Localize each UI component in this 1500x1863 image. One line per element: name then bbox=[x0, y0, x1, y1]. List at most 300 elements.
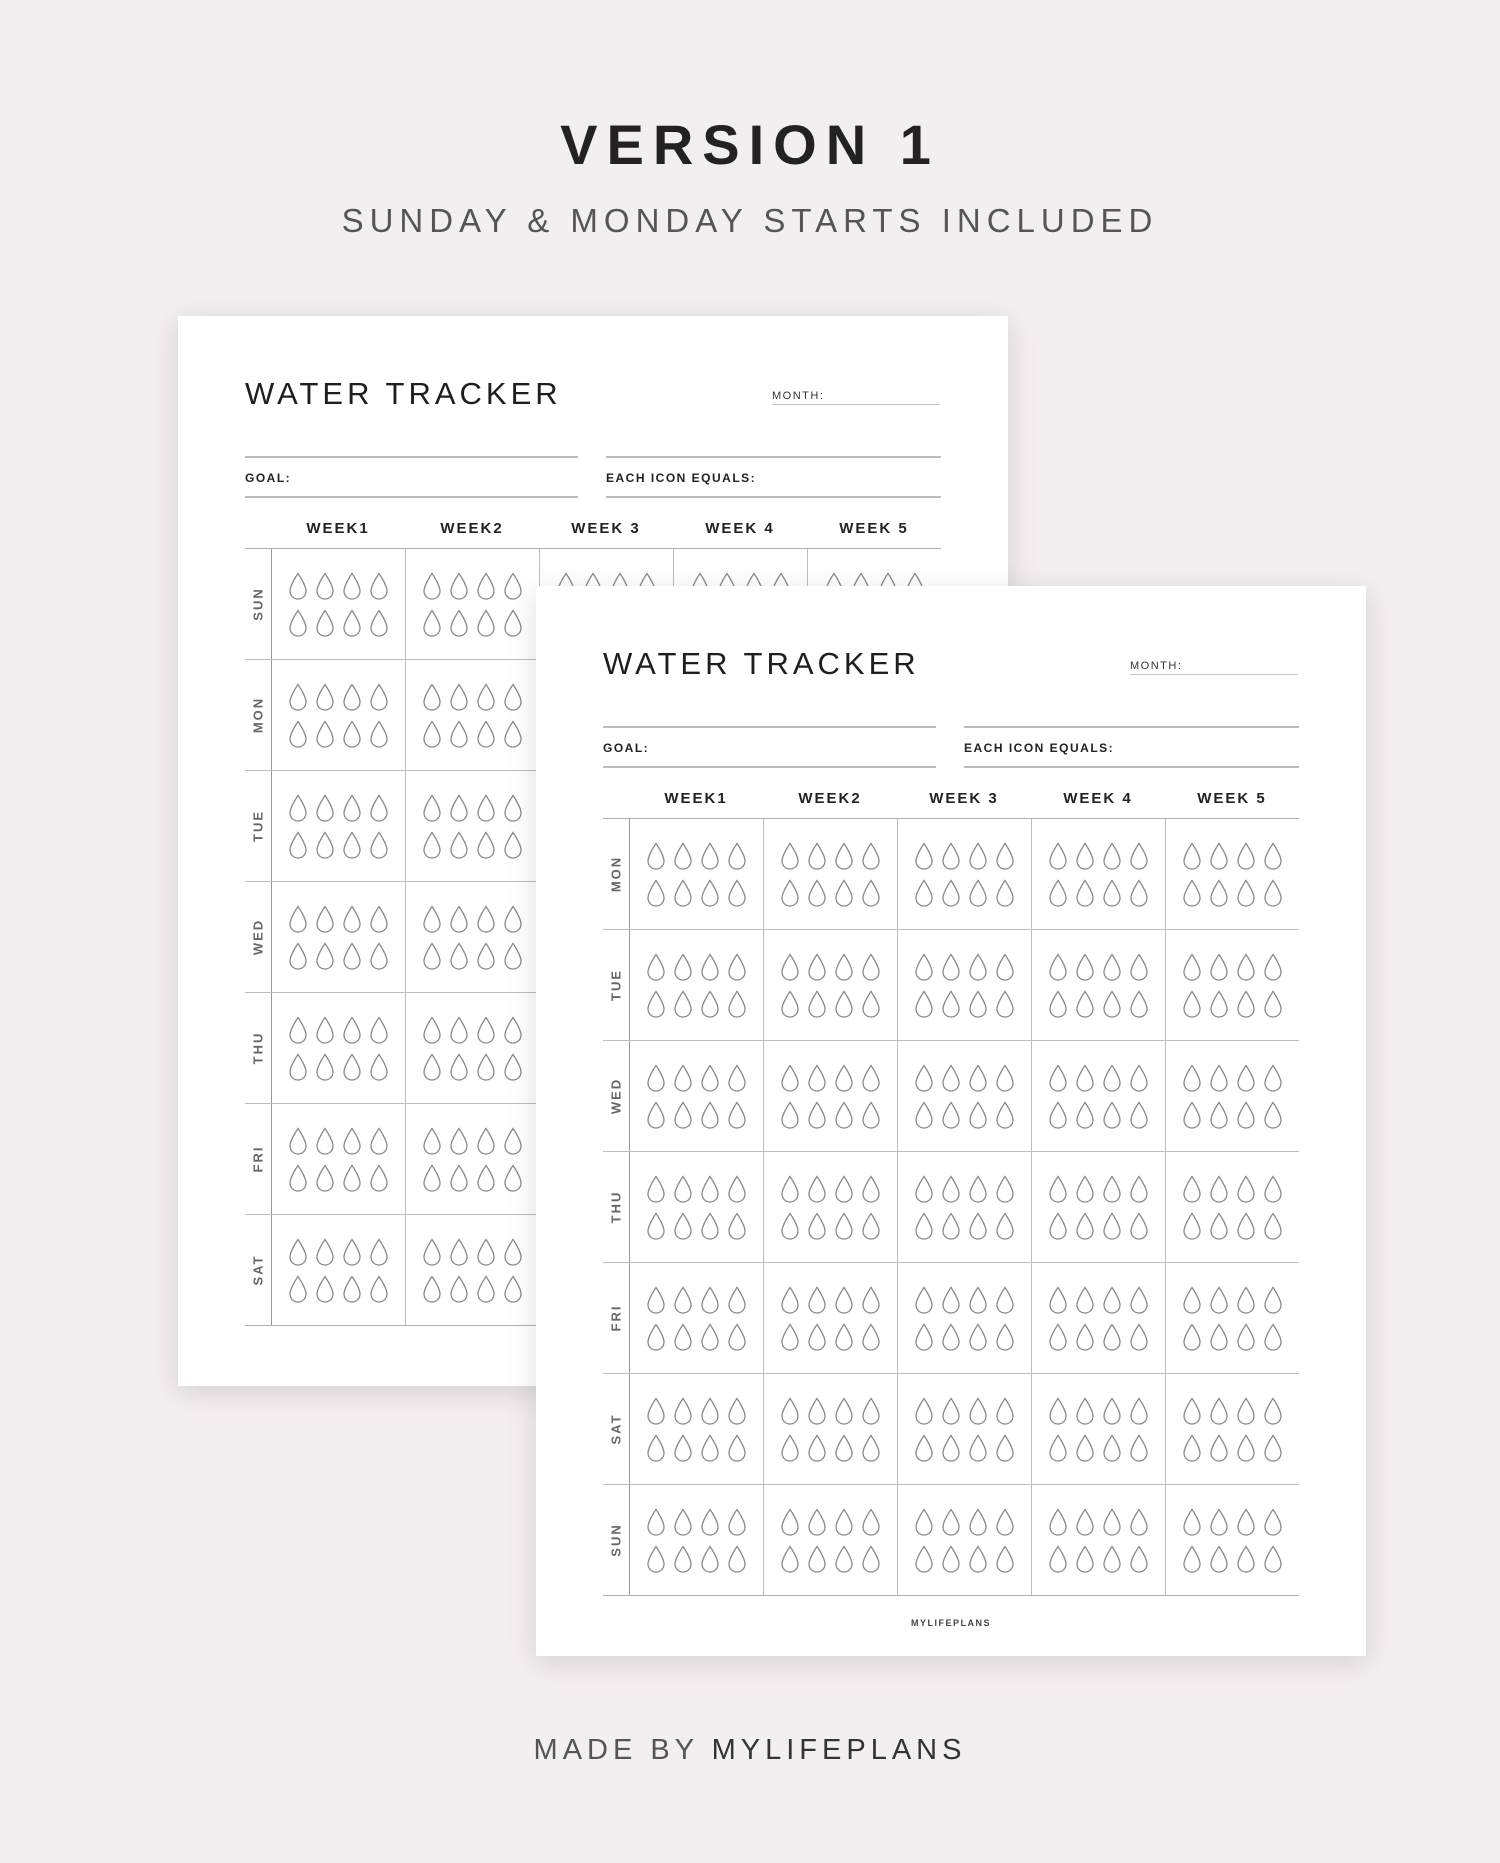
water-drop-icon[interactable] bbox=[315, 1238, 335, 1266]
water-drop-icon[interactable] bbox=[700, 879, 720, 907]
water-drop-icon[interactable] bbox=[1182, 1175, 1202, 1203]
water-drop-icon[interactable] bbox=[1209, 1101, 1229, 1129]
water-drop-icon[interactable] bbox=[673, 1397, 693, 1425]
water-drop-icon[interactable] bbox=[941, 1064, 961, 1092]
water-drop-icon[interactable] bbox=[449, 1275, 469, 1303]
water-drop-icon[interactable] bbox=[1102, 1323, 1122, 1351]
water-drop-icon[interactable] bbox=[646, 953, 666, 981]
water-drop-icon[interactable] bbox=[646, 1064, 666, 1092]
water-drop-icon[interactable] bbox=[700, 1545, 720, 1573]
water-drop-icon[interactable] bbox=[700, 1101, 720, 1129]
water-drop-icon[interactable] bbox=[1102, 990, 1122, 1018]
water-drop-icon[interactable] bbox=[1263, 1175, 1283, 1203]
water-drop-icon[interactable] bbox=[1182, 1101, 1202, 1129]
water-drop-icon[interactable] bbox=[780, 1212, 800, 1240]
water-drop-icon[interactable] bbox=[422, 1127, 442, 1155]
water-drop-icon[interactable] bbox=[369, 572, 389, 600]
water-drop-icon[interactable] bbox=[288, 720, 308, 748]
water-drop-icon[interactable] bbox=[422, 1016, 442, 1044]
water-drop-icon[interactable] bbox=[834, 1064, 854, 1092]
water-drop-icon[interactable] bbox=[861, 1286, 881, 1314]
water-drop-icon[interactable] bbox=[1129, 990, 1149, 1018]
water-drop-icon[interactable] bbox=[834, 1545, 854, 1573]
water-drop-icon[interactable] bbox=[503, 794, 523, 822]
water-drop-icon[interactable] bbox=[1182, 1323, 1202, 1351]
water-drop-icon[interactable] bbox=[995, 879, 1015, 907]
water-drop-icon[interactable] bbox=[1129, 953, 1149, 981]
water-drop-icon[interactable] bbox=[673, 879, 693, 907]
water-drop-icon[interactable] bbox=[673, 1508, 693, 1536]
water-drop-icon[interactable] bbox=[476, 831, 496, 859]
water-drop-icon[interactable] bbox=[807, 1323, 827, 1351]
water-drop-icon[interactable] bbox=[861, 1323, 881, 1351]
water-drop-icon[interactable] bbox=[1129, 879, 1149, 907]
water-drop-icon[interactable] bbox=[941, 1212, 961, 1240]
water-drop-icon[interactable] bbox=[673, 1101, 693, 1129]
water-drop-icon[interactable] bbox=[1209, 1397, 1229, 1425]
water-drop-icon[interactable] bbox=[646, 1434, 666, 1462]
water-drop-icon[interactable] bbox=[834, 879, 854, 907]
water-drop-icon[interactable] bbox=[449, 942, 469, 970]
water-drop-icon[interactable] bbox=[1263, 1545, 1283, 1573]
water-drop-icon[interactable] bbox=[861, 1064, 881, 1092]
water-drop-icon[interactable] bbox=[861, 842, 881, 870]
water-drop-icon[interactable] bbox=[780, 1064, 800, 1092]
water-drop-icon[interactable] bbox=[369, 609, 389, 637]
water-drop-icon[interactable] bbox=[673, 953, 693, 981]
water-drop-icon[interactable] bbox=[1263, 953, 1283, 981]
water-drop-icon[interactable] bbox=[342, 1053, 362, 1081]
water-drop-icon[interactable] bbox=[1236, 990, 1256, 1018]
water-drop-icon[interactable] bbox=[941, 1545, 961, 1573]
water-drop-icon[interactable] bbox=[1236, 1323, 1256, 1351]
water-drop-icon[interactable] bbox=[727, 879, 747, 907]
water-drop-icon[interactable] bbox=[1182, 990, 1202, 1018]
water-drop-icon[interactable] bbox=[1102, 1286, 1122, 1314]
water-drop-icon[interactable] bbox=[1263, 1434, 1283, 1462]
water-drop-icon[interactable] bbox=[315, 572, 335, 600]
water-drop-icon[interactable] bbox=[807, 1212, 827, 1240]
water-drop-icon[interactable] bbox=[968, 1064, 988, 1092]
water-drop-icon[interactable] bbox=[727, 1212, 747, 1240]
water-drop-icon[interactable] bbox=[1129, 1064, 1149, 1092]
water-drop-icon[interactable] bbox=[914, 1212, 934, 1240]
water-drop-icon[interactable] bbox=[476, 683, 496, 711]
water-drop-icon[interactable] bbox=[807, 879, 827, 907]
each-icon-equals-field[interactable] bbox=[964, 766, 1299, 768]
water-drop-icon[interactable] bbox=[941, 1508, 961, 1536]
water-drop-icon[interactable] bbox=[727, 842, 747, 870]
water-drop-icon[interactable] bbox=[807, 1175, 827, 1203]
water-drop-icon[interactable] bbox=[646, 1175, 666, 1203]
water-drop-icon[interactable] bbox=[1075, 842, 1095, 870]
water-drop-icon[interactable] bbox=[780, 1434, 800, 1462]
water-drop-icon[interactable] bbox=[449, 794, 469, 822]
water-drop-icon[interactable] bbox=[861, 1175, 881, 1203]
water-drop-icon[interactable] bbox=[503, 831, 523, 859]
water-drop-icon[interactable] bbox=[342, 1275, 362, 1303]
water-drop-icon[interactable] bbox=[968, 879, 988, 907]
water-drop-icon[interactable] bbox=[1048, 879, 1068, 907]
water-drop-icon[interactable] bbox=[476, 1016, 496, 1044]
water-drop-icon[interactable] bbox=[914, 990, 934, 1018]
water-drop-icon[interactable] bbox=[342, 1127, 362, 1155]
water-drop-icon[interactable] bbox=[1236, 1434, 1256, 1462]
water-drop-icon[interactable] bbox=[422, 572, 442, 600]
water-drop-icon[interactable] bbox=[995, 1175, 1015, 1203]
water-drop-icon[interactable] bbox=[315, 831, 335, 859]
water-drop-icon[interactable] bbox=[1263, 1323, 1283, 1351]
water-drop-icon[interactable] bbox=[1129, 1101, 1149, 1129]
water-drop-icon[interactable] bbox=[449, 720, 469, 748]
water-drop-icon[interactable] bbox=[1236, 879, 1256, 907]
water-drop-icon[interactable] bbox=[1075, 1397, 1095, 1425]
water-drop-icon[interactable] bbox=[422, 1053, 442, 1081]
water-drop-icon[interactable] bbox=[995, 1434, 1015, 1462]
water-drop-icon[interactable] bbox=[503, 942, 523, 970]
water-drop-icon[interactable] bbox=[968, 990, 988, 1018]
water-drop-icon[interactable] bbox=[1102, 1397, 1122, 1425]
water-drop-icon[interactable] bbox=[476, 794, 496, 822]
water-drop-icon[interactable] bbox=[646, 1397, 666, 1425]
water-drop-icon[interactable] bbox=[700, 1397, 720, 1425]
water-drop-icon[interactable] bbox=[449, 1238, 469, 1266]
water-drop-icon[interactable] bbox=[503, 609, 523, 637]
water-drop-icon[interactable] bbox=[315, 905, 335, 933]
water-drop-icon[interactable] bbox=[1102, 953, 1122, 981]
water-drop-icon[interactable] bbox=[646, 1323, 666, 1351]
water-drop-icon[interactable] bbox=[780, 1545, 800, 1573]
water-drop-icon[interactable] bbox=[476, 609, 496, 637]
water-drop-icon[interactable] bbox=[1263, 990, 1283, 1018]
water-drop-icon[interactable] bbox=[1263, 842, 1283, 870]
water-drop-icon[interactable] bbox=[861, 990, 881, 1018]
water-drop-icon[interactable] bbox=[315, 609, 335, 637]
water-drop-icon[interactable] bbox=[1075, 1434, 1095, 1462]
water-drop-icon[interactable] bbox=[342, 794, 362, 822]
water-drop-icon[interactable] bbox=[1048, 1286, 1068, 1314]
water-drop-icon[interactable] bbox=[1075, 953, 1095, 981]
water-drop-icon[interactable] bbox=[315, 683, 335, 711]
water-drop-icon[interactable] bbox=[1182, 953, 1202, 981]
water-drop-icon[interactable] bbox=[1048, 1434, 1068, 1462]
water-drop-icon[interactable] bbox=[834, 1323, 854, 1351]
water-drop-icon[interactable] bbox=[288, 683, 308, 711]
water-drop-icon[interactable] bbox=[834, 1212, 854, 1240]
water-drop-icon[interactable] bbox=[422, 942, 442, 970]
water-drop-icon[interactable] bbox=[1129, 1175, 1149, 1203]
water-drop-icon[interactable] bbox=[1102, 1508, 1122, 1536]
water-drop-icon[interactable] bbox=[369, 831, 389, 859]
water-drop-icon[interactable] bbox=[941, 953, 961, 981]
water-drop-icon[interactable] bbox=[673, 1064, 693, 1092]
water-drop-icon[interactable] bbox=[700, 1434, 720, 1462]
water-drop-icon[interactable] bbox=[995, 1508, 1015, 1536]
water-drop-icon[interactable] bbox=[1102, 1212, 1122, 1240]
water-drop-icon[interactable] bbox=[342, 609, 362, 637]
water-drop-icon[interactable] bbox=[727, 1286, 747, 1314]
water-drop-icon[interactable] bbox=[914, 1064, 934, 1092]
water-drop-icon[interactable] bbox=[503, 683, 523, 711]
water-drop-icon[interactable] bbox=[968, 1175, 988, 1203]
water-drop-icon[interactable] bbox=[727, 1508, 747, 1536]
water-drop-icon[interactable] bbox=[1048, 1397, 1068, 1425]
water-drop-icon[interactable] bbox=[369, 1016, 389, 1044]
water-drop-icon[interactable] bbox=[288, 572, 308, 600]
water-drop-icon[interactable] bbox=[449, 1164, 469, 1192]
water-drop-icon[interactable] bbox=[503, 1275, 523, 1303]
water-drop-icon[interactable] bbox=[780, 1175, 800, 1203]
water-drop-icon[interactable] bbox=[700, 1323, 720, 1351]
water-drop-icon[interactable] bbox=[1102, 1064, 1122, 1092]
water-drop-icon[interactable] bbox=[342, 720, 362, 748]
water-drop-icon[interactable] bbox=[369, 905, 389, 933]
water-drop-icon[interactable] bbox=[861, 1397, 881, 1425]
water-drop-icon[interactable] bbox=[995, 842, 1015, 870]
water-drop-icon[interactable] bbox=[503, 1053, 523, 1081]
water-drop-icon[interactable] bbox=[673, 1175, 693, 1203]
water-drop-icon[interactable] bbox=[315, 794, 335, 822]
water-drop-icon[interactable] bbox=[914, 953, 934, 981]
water-drop-icon[interactable] bbox=[834, 1434, 854, 1462]
water-drop-icon[interactable] bbox=[1075, 1101, 1095, 1129]
water-drop-icon[interactable] bbox=[968, 842, 988, 870]
water-drop-icon[interactable] bbox=[727, 1397, 747, 1425]
water-drop-icon[interactable] bbox=[673, 1212, 693, 1240]
water-drop-icon[interactable] bbox=[503, 720, 523, 748]
water-drop-icon[interactable] bbox=[476, 1164, 496, 1192]
water-drop-icon[interactable] bbox=[834, 990, 854, 1018]
water-drop-icon[interactable] bbox=[995, 1545, 1015, 1573]
water-drop-icon[interactable] bbox=[1182, 842, 1202, 870]
water-drop-icon[interactable] bbox=[646, 1508, 666, 1536]
water-drop-icon[interactable] bbox=[315, 942, 335, 970]
water-drop-icon[interactable] bbox=[995, 1064, 1015, 1092]
water-drop-icon[interactable] bbox=[476, 1127, 496, 1155]
water-drop-icon[interactable] bbox=[422, 683, 442, 711]
water-drop-icon[interactable] bbox=[288, 831, 308, 859]
water-drop-icon[interactable] bbox=[861, 1545, 881, 1573]
water-drop-icon[interactable] bbox=[315, 1127, 335, 1155]
water-drop-icon[interactable] bbox=[1048, 990, 1068, 1018]
water-drop-icon[interactable] bbox=[700, 953, 720, 981]
water-drop-icon[interactable] bbox=[968, 1101, 988, 1129]
water-drop-icon[interactable] bbox=[1129, 1397, 1149, 1425]
water-drop-icon[interactable] bbox=[315, 720, 335, 748]
water-drop-icon[interactable] bbox=[1102, 1101, 1122, 1129]
water-drop-icon[interactable] bbox=[1075, 1545, 1095, 1573]
water-drop-icon[interactable] bbox=[1075, 1212, 1095, 1240]
water-drop-icon[interactable] bbox=[807, 953, 827, 981]
water-drop-icon[interactable] bbox=[1236, 1397, 1256, 1425]
water-drop-icon[interactable] bbox=[646, 1545, 666, 1573]
water-drop-icon[interactable] bbox=[1048, 1323, 1068, 1351]
water-drop-icon[interactable] bbox=[700, 1508, 720, 1536]
water-drop-icon[interactable] bbox=[727, 1175, 747, 1203]
water-drop-icon[interactable] bbox=[673, 1286, 693, 1314]
water-drop-icon[interactable] bbox=[1182, 1508, 1202, 1536]
water-drop-icon[interactable] bbox=[914, 1101, 934, 1129]
water-drop-icon[interactable] bbox=[807, 1508, 827, 1536]
water-drop-icon[interactable] bbox=[1209, 1323, 1229, 1351]
water-drop-icon[interactable] bbox=[727, 1434, 747, 1462]
water-drop-icon[interactable] bbox=[449, 572, 469, 600]
water-drop-icon[interactable] bbox=[861, 1212, 881, 1240]
water-drop-icon[interactable] bbox=[1263, 1212, 1283, 1240]
water-drop-icon[interactable] bbox=[968, 1434, 988, 1462]
water-drop-icon[interactable] bbox=[673, 1434, 693, 1462]
water-drop-icon[interactable] bbox=[646, 1101, 666, 1129]
water-drop-icon[interactable] bbox=[369, 794, 389, 822]
water-drop-icon[interactable] bbox=[1129, 1434, 1149, 1462]
water-drop-icon[interactable] bbox=[1048, 1508, 1068, 1536]
water-drop-icon[interactable] bbox=[1209, 953, 1229, 981]
water-drop-icon[interactable] bbox=[941, 1434, 961, 1462]
water-drop-icon[interactable] bbox=[780, 1397, 800, 1425]
water-drop-icon[interactable] bbox=[449, 1016, 469, 1044]
water-drop-icon[interactable] bbox=[914, 1175, 934, 1203]
water-drop-icon[interactable] bbox=[941, 1397, 961, 1425]
water-drop-icon[interactable] bbox=[1209, 1212, 1229, 1240]
water-drop-icon[interactable] bbox=[834, 953, 854, 981]
water-drop-icon[interactable] bbox=[914, 1434, 934, 1462]
water-drop-icon[interactable] bbox=[1263, 1508, 1283, 1536]
water-drop-icon[interactable] bbox=[369, 942, 389, 970]
water-drop-icon[interactable] bbox=[727, 990, 747, 1018]
water-drop-icon[interactable] bbox=[914, 1508, 934, 1536]
water-drop-icon[interactable] bbox=[342, 572, 362, 600]
water-drop-icon[interactable] bbox=[503, 1238, 523, 1266]
water-drop-icon[interactable] bbox=[968, 1212, 988, 1240]
water-drop-icon[interactable] bbox=[941, 842, 961, 870]
water-drop-icon[interactable] bbox=[1048, 1175, 1068, 1203]
water-drop-icon[interactable] bbox=[369, 683, 389, 711]
water-drop-icon[interactable] bbox=[369, 1275, 389, 1303]
water-drop-icon[interactable] bbox=[968, 1508, 988, 1536]
water-drop-icon[interactable] bbox=[288, 1238, 308, 1266]
water-drop-icon[interactable] bbox=[807, 1434, 827, 1462]
water-drop-icon[interactable] bbox=[941, 879, 961, 907]
water-drop-icon[interactable] bbox=[1048, 842, 1068, 870]
water-drop-icon[interactable] bbox=[449, 831, 469, 859]
water-drop-icon[interactable] bbox=[834, 1175, 854, 1203]
water-drop-icon[interactable] bbox=[422, 905, 442, 933]
water-drop-icon[interactable] bbox=[780, 1508, 800, 1536]
water-drop-icon[interactable] bbox=[503, 1127, 523, 1155]
water-drop-icon[interactable] bbox=[315, 1053, 335, 1081]
water-drop-icon[interactable] bbox=[780, 953, 800, 981]
water-drop-icon[interactable] bbox=[727, 1064, 747, 1092]
water-drop-icon[interactable] bbox=[1102, 1545, 1122, 1573]
water-drop-icon[interactable] bbox=[1182, 1064, 1202, 1092]
water-drop-icon[interactable] bbox=[780, 879, 800, 907]
water-drop-icon[interactable] bbox=[700, 1286, 720, 1314]
water-drop-icon[interactable] bbox=[780, 1323, 800, 1351]
water-drop-icon[interactable] bbox=[1182, 879, 1202, 907]
water-drop-icon[interactable] bbox=[941, 1323, 961, 1351]
water-drop-icon[interactable] bbox=[369, 720, 389, 748]
water-drop-icon[interactable] bbox=[449, 1127, 469, 1155]
water-drop-icon[interactable] bbox=[288, 1016, 308, 1044]
water-drop-icon[interactable] bbox=[449, 683, 469, 711]
water-drop-icon[interactable] bbox=[1182, 1397, 1202, 1425]
water-drop-icon[interactable] bbox=[968, 1397, 988, 1425]
water-drop-icon[interactable] bbox=[700, 1064, 720, 1092]
water-drop-icon[interactable] bbox=[673, 1545, 693, 1573]
water-drop-icon[interactable] bbox=[449, 905, 469, 933]
water-drop-icon[interactable] bbox=[476, 942, 496, 970]
water-drop-icon[interactable] bbox=[861, 953, 881, 981]
water-drop-icon[interactable] bbox=[342, 683, 362, 711]
water-drop-icon[interactable] bbox=[1129, 1212, 1149, 1240]
water-drop-icon[interactable] bbox=[1263, 1101, 1283, 1129]
water-drop-icon[interactable] bbox=[1129, 842, 1149, 870]
water-drop-icon[interactable] bbox=[342, 1238, 362, 1266]
water-drop-icon[interactable] bbox=[700, 1175, 720, 1203]
water-drop-icon[interactable] bbox=[914, 879, 934, 907]
water-drop-icon[interactable] bbox=[1048, 1064, 1068, 1092]
water-drop-icon[interactable] bbox=[941, 1175, 961, 1203]
water-drop-icon[interactable] bbox=[1263, 879, 1283, 907]
water-drop-icon[interactable] bbox=[342, 905, 362, 933]
water-drop-icon[interactable] bbox=[476, 1053, 496, 1081]
water-drop-icon[interactable] bbox=[807, 1101, 827, 1129]
water-drop-icon[interactable] bbox=[780, 1101, 800, 1129]
water-drop-icon[interactable] bbox=[834, 1286, 854, 1314]
water-drop-icon[interactable] bbox=[995, 1323, 1015, 1351]
water-drop-icon[interactable] bbox=[673, 842, 693, 870]
water-drop-icon[interactable] bbox=[807, 990, 827, 1018]
water-drop-icon[interactable] bbox=[1129, 1286, 1149, 1314]
water-drop-icon[interactable] bbox=[315, 1016, 335, 1044]
water-drop-icon[interactable] bbox=[914, 1323, 934, 1351]
water-drop-icon[interactable] bbox=[807, 842, 827, 870]
water-drop-icon[interactable] bbox=[834, 1508, 854, 1536]
water-drop-icon[interactable] bbox=[342, 1164, 362, 1192]
water-drop-icon[interactable] bbox=[807, 1545, 827, 1573]
water-drop-icon[interactable] bbox=[503, 905, 523, 933]
water-drop-icon[interactable] bbox=[369, 1164, 389, 1192]
water-drop-icon[interactable] bbox=[1263, 1064, 1283, 1092]
water-drop-icon[interactable] bbox=[646, 842, 666, 870]
water-drop-icon[interactable] bbox=[1048, 953, 1068, 981]
water-drop-icon[interactable] bbox=[1236, 1212, 1256, 1240]
water-drop-icon[interactable] bbox=[673, 990, 693, 1018]
water-drop-icon[interactable] bbox=[941, 1101, 961, 1129]
water-drop-icon[interactable] bbox=[1236, 953, 1256, 981]
water-drop-icon[interactable] bbox=[861, 1101, 881, 1129]
water-drop-icon[interactable] bbox=[476, 1275, 496, 1303]
water-drop-icon[interactable] bbox=[1209, 1545, 1229, 1573]
water-drop-icon[interactable] bbox=[646, 1286, 666, 1314]
water-drop-icon[interactable] bbox=[727, 1545, 747, 1573]
water-drop-icon[interactable] bbox=[476, 720, 496, 748]
water-drop-icon[interactable] bbox=[834, 1397, 854, 1425]
water-drop-icon[interactable] bbox=[369, 1238, 389, 1266]
water-drop-icon[interactable] bbox=[476, 572, 496, 600]
water-drop-icon[interactable] bbox=[1263, 1397, 1283, 1425]
water-drop-icon[interactable] bbox=[1075, 1064, 1095, 1092]
water-drop-icon[interactable] bbox=[1236, 1286, 1256, 1314]
water-drop-icon[interactable] bbox=[861, 1508, 881, 1536]
water-drop-icon[interactable] bbox=[1129, 1323, 1149, 1351]
water-drop-icon[interactable] bbox=[995, 990, 1015, 1018]
water-drop-icon[interactable] bbox=[288, 1053, 308, 1081]
water-drop-icon[interactable] bbox=[422, 720, 442, 748]
water-drop-icon[interactable] bbox=[1209, 990, 1229, 1018]
water-drop-icon[interactable] bbox=[968, 1323, 988, 1351]
water-drop-icon[interactable] bbox=[1236, 1508, 1256, 1536]
